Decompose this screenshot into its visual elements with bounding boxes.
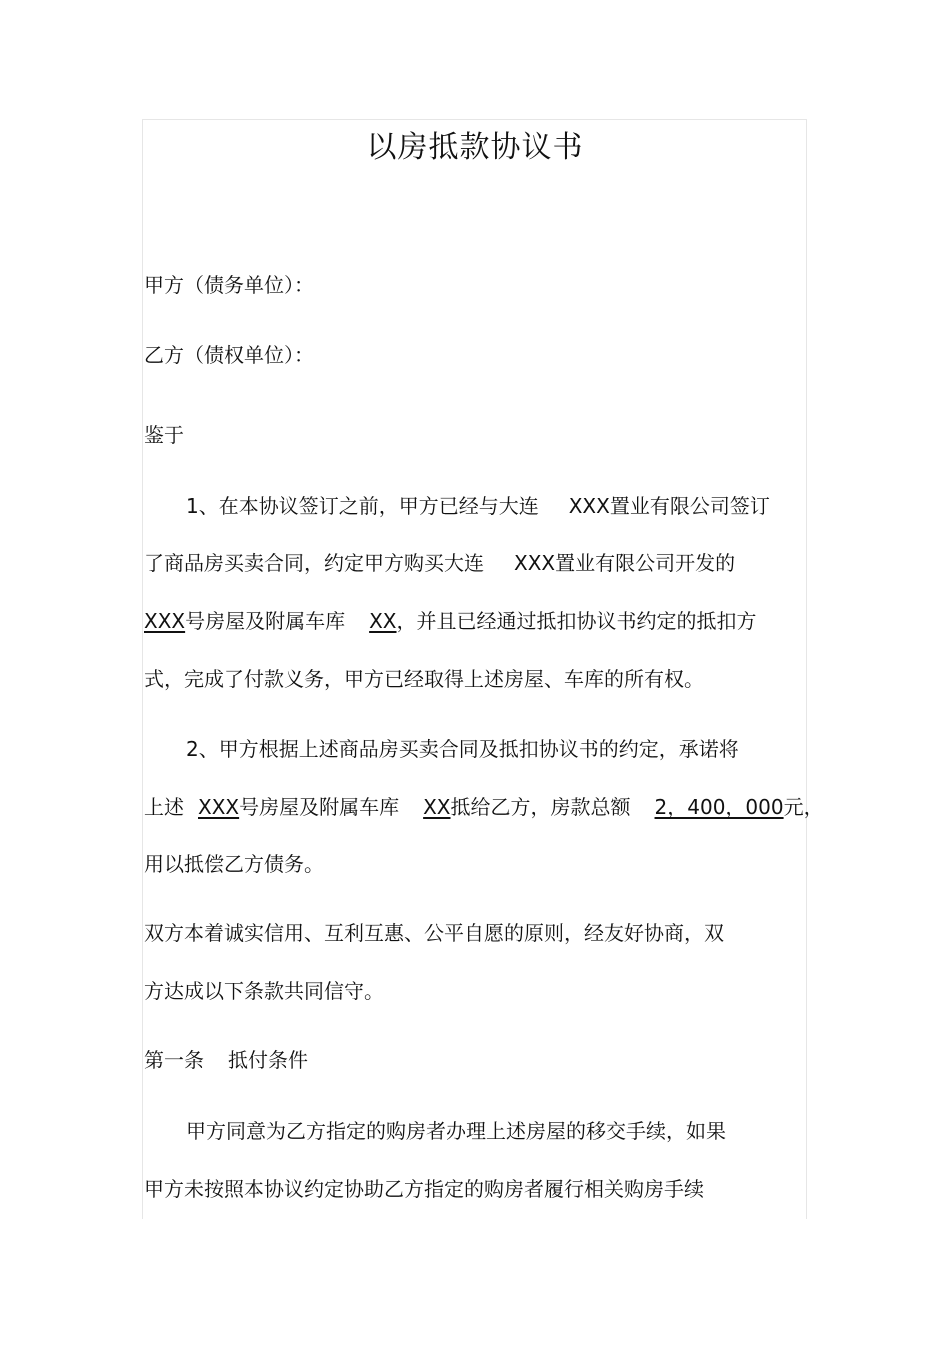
clause2-line1: 2、甲方根据上述商品房买卖合同及抵扣协议书的约定，承诺将 [186, 737, 739, 761]
article1-heading [144, 1048, 308, 1072]
total-amount: 2，400，000 [654, 795, 784, 819]
clause1-line2 [144, 551, 735, 575]
clause1-line4: 式，完成了付款义务，甲方已经取得上述房屋、车库的所有权。 [144, 667, 704, 691]
garage-number-placeholder: XX [369, 609, 397, 633]
clause2-line3: 用以抵偿乙方债务。 [144, 852, 324, 876]
clause2-line2 [144, 795, 824, 819]
document-title: 以房抵款协议书 [366, 130, 584, 165]
clause2-line2-text-d: 元， [783, 795, 824, 819]
whereas-heading: 鉴于 [144, 423, 184, 447]
article1-title: 抵付条件 [228, 1048, 308, 1072]
house-number-placeholder: XXX [144, 609, 186, 633]
party-a-label: 甲方（债务单位）： [144, 273, 314, 297]
clause2-line2-text-c: 抵给乙方，房款总额 [450, 795, 631, 819]
clause2-line2-text-b: 号房屋及附属车库 [239, 795, 400, 819]
clause2-line2-text-a: 上述 [144, 795, 184, 819]
clause1-line1-text-b: XXX置业有限公司签订 [568, 494, 770, 518]
article1-number: 第一条 [144, 1048, 204, 1072]
clause1-line1-text-a: 1、在本协议签订之前，甲方已经与大连 [186, 494, 539, 518]
article1-line1: 甲方同意为乙方指定的购房者办理上述房屋的移交手续，如果 [186, 1119, 726, 1143]
house-number-placeholder-2: XXX [198, 795, 240, 819]
clause1-line1 [186, 494, 770, 518]
principle-line2: 方达成以下条款共同信守。 [144, 979, 384, 1003]
clause1-line3 [144, 609, 757, 633]
party-b-label: 乙方（债权单位）： [144, 343, 314, 367]
clause1-line3-text-b: ，并且已经通过抵扣协议书约定的抵扣方 [396, 609, 757, 633]
clause1-line2-text-a: 了商品房买卖合同，约定甲方购买大连 [144, 551, 484, 575]
clause1-line3-text-a: 号房屋及附属车库 [185, 609, 346, 633]
clause1-line2-text-b: XXX置业有限公司开发的 [514, 551, 736, 575]
article1-line2: 甲方未按照本协议约定协助乙方指定的购房者履行相关购房手续 [144, 1177, 704, 1201]
garage-number-placeholder-2: XX [423, 795, 451, 819]
principle-line1: 双方本着诚实信用、互利互惠、公平自愿的原则，经友好协商，双 [144, 921, 724, 945]
